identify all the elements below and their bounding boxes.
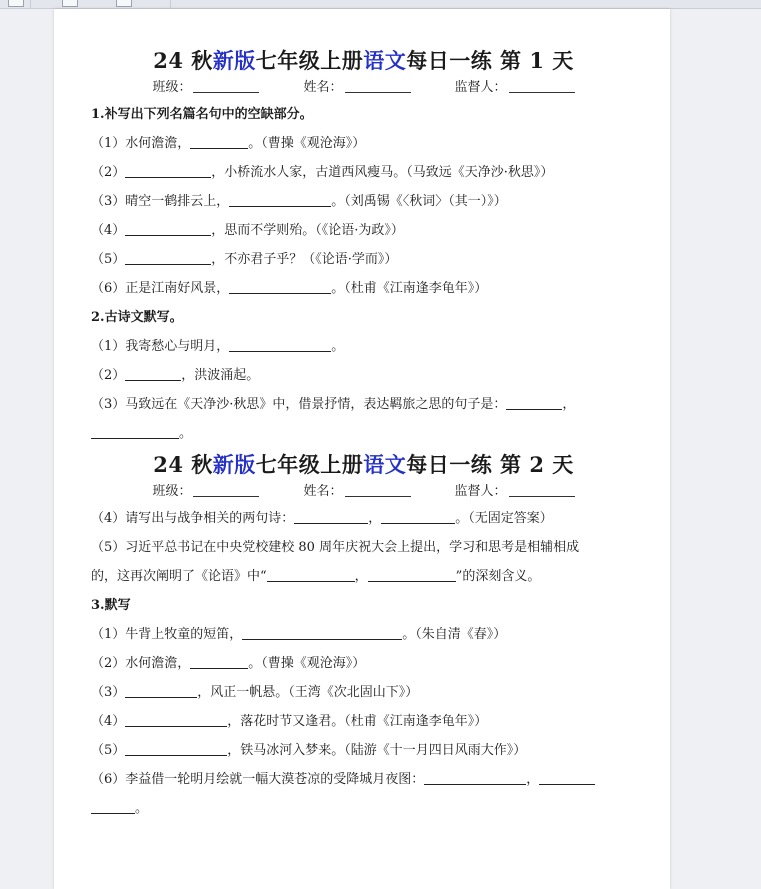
name-field: 姓名： <box>303 76 410 100</box>
answer-blank[interactable] <box>190 654 248 669</box>
supervisor-field: 监督人： <box>455 76 575 100</box>
question-line: （1）牛背上牧童的短笛， 。（朱自清《春》） <box>91 627 507 642</box>
day2-title: 24 秋新版七年级上册语文每日一练 第 2 天 <box>153 452 574 477</box>
answer-blank[interactable] <box>229 279 331 294</box>
answer-blank[interactable] <box>125 683 197 698</box>
name-blank[interactable] <box>345 78 411 93</box>
toolbar-button-2[interactable] <box>62 0 78 7</box>
answer-blank[interactable] <box>91 424 179 439</box>
answer-blank[interactable] <box>125 163 211 178</box>
question-line: （3）马致远在《天净沙·秋思》中，借景抒情，表达羁旅之思的句子是： ， <box>91 397 576 412</box>
question-line: （2） ，洪波涌起。 <box>91 368 260 383</box>
document-page <box>54 9 670 889</box>
question-line: （4） ，思而不学则殆。（《论语·为政》） <box>91 223 404 238</box>
answer-blank[interactable] <box>424 770 526 785</box>
supervisor-blank[interactable] <box>509 482 575 497</box>
day1-title: 24 秋新版七年级上册语文每日一练 第 1 天 <box>153 48 574 73</box>
day1-info-row <box>91 76 636 100</box>
question-line: （5） ，铁马冰河入梦来。（陆游《十一月四日风雨大作》） <box>91 743 527 758</box>
class-blank[interactable] <box>193 78 259 93</box>
question-line: （6）正是江南好风景， 。（杜甫《江南逢李龟年》） <box>91 281 488 296</box>
toolbar-button-1[interactable] <box>8 0 24 7</box>
question-line: （3）晴空一鹤排云上， 。（刘禹锡《〈秋词〉（其一）》） <box>91 194 507 209</box>
name-blank[interactable] <box>345 482 411 497</box>
question-line: 。 <box>91 419 636 448</box>
toolbar-strip <box>0 0 761 9</box>
question-line: （4） ，落花时节又逢君。（杜甫《江南逢李龟年》） <box>91 714 488 729</box>
section-3-heading: 3.默写 <box>91 598 131 613</box>
answer-blank[interactable] <box>125 221 211 236</box>
class-blank[interactable] <box>193 482 259 497</box>
question-line: （5） ，不亦君子乎？（《论语·学而》） <box>91 252 398 267</box>
answer-blank[interactable] <box>229 192 331 207</box>
supervisor-field: 监督人： <box>455 480 575 504</box>
question-line: （2） ，小桥流水人家，古道西风瘦马。（马致远《天净沙·秋思》） <box>91 165 554 180</box>
question-line: （6）李益借一轮明月绘就一幅大漠苍凉的受降城月夜图： ， <box>91 765 636 794</box>
answer-blank[interactable] <box>125 366 181 381</box>
question-line: （1）水何澹澹， 。（曹操《观沧海》） <box>91 136 366 151</box>
toolbar-separator <box>30 0 31 8</box>
question-line: 的，这再次阐明了《论语》中“ ， ”的深刻含义。 <box>91 569 541 584</box>
answer-blank[interactable] <box>91 799 135 814</box>
question-line: （4）请写出与战争相关的两句诗： ， 。（无固定答案） <box>91 511 553 526</box>
toolbar-separator <box>170 0 171 8</box>
question-line: （2）水何澹澹， 。（曹操《观沧海》） <box>91 656 366 671</box>
toolbar-button-3[interactable] <box>116 0 132 7</box>
supervisor-blank[interactable] <box>509 78 575 93</box>
answer-blank[interactable] <box>506 395 562 410</box>
section-1-heading: 1.补写出下列名篇名句中的空缺部分。 <box>91 107 313 122</box>
answer-blank[interactable] <box>267 567 355 582</box>
answer-blank[interactable] <box>242 625 402 640</box>
answer-blank[interactable] <box>381 509 455 524</box>
answer-blank[interactable] <box>539 770 595 785</box>
answer-blank[interactable] <box>125 250 211 265</box>
day2-info-row <box>91 480 636 504</box>
answer-blank[interactable] <box>294 509 368 524</box>
section-2-heading: 2.古诗文默写。 <box>91 310 183 325</box>
answer-blank[interactable] <box>190 134 248 149</box>
answer-blank[interactable] <box>125 741 227 756</box>
class-field: 班级： <box>152 480 259 504</box>
class-field: 班级： <box>152 76 259 100</box>
page-content <box>91 9 636 823</box>
answer-blank[interactable] <box>229 337 331 352</box>
answer-blank[interactable] <box>368 567 456 582</box>
name-field: 姓名： <box>303 480 410 504</box>
question-line: （5）习近平总书记在中央党校建校 80 周年庆祝大会上提出，学习和思考是相辅相成 <box>91 540 580 555</box>
answer-blank[interactable] <box>125 712 227 727</box>
question-line: （3） ，风正一帆悬。（王湾《次北固山下》） <box>91 685 419 700</box>
question-line: 。 <box>91 794 636 823</box>
question-line: （1）我寄愁心与明月， 。 <box>91 339 345 354</box>
